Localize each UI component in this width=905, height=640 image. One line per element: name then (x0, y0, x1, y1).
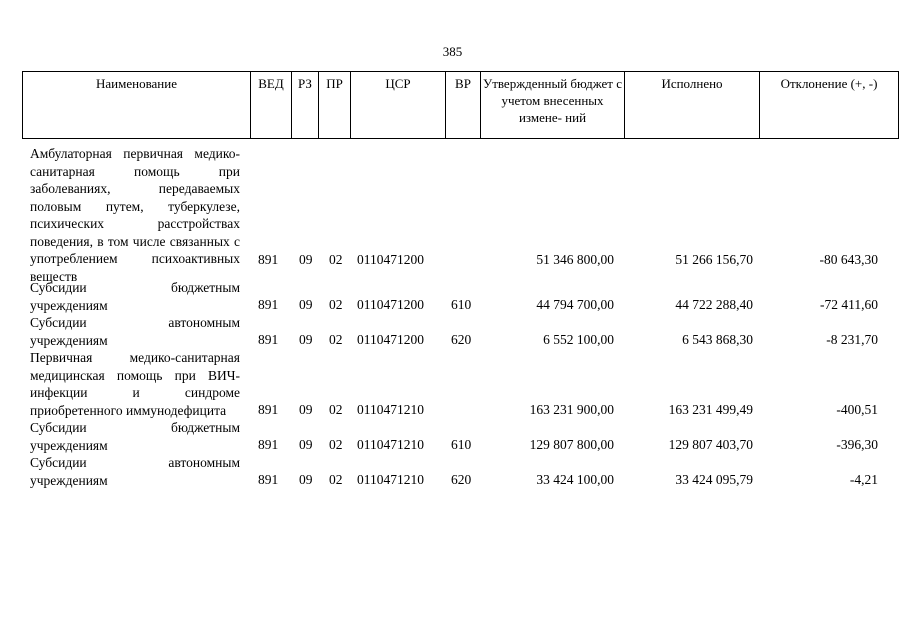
cell-vr: 620 (451, 332, 472, 347)
cell-deviation: -4,21 (849, 472, 878, 487)
cell-rz: 09 (299, 297, 313, 312)
table-row (0, 444, 905, 488)
cell-deviation: -8 231,70 (826, 332, 878, 347)
table-body (0, 145, 905, 488)
cell-done: 163 231 499,49 (668, 402, 753, 417)
cell-budget: 51 346 800,00 (536, 252, 614, 267)
row-name: Субсидии бюджетным учреждениям (30, 280, 240, 313)
cell-pr: 02 (329, 252, 343, 267)
header-pr: ПР (319, 72, 351, 139)
table-row (0, 145, 905, 284)
header-vr: ВР (446, 72, 481, 139)
table-row (0, 409, 905, 453)
header-budget: Утвержденный бюджет с учетом внесенных измене- ний (481, 72, 625, 139)
cell-ved: 891 (258, 437, 279, 452)
cell-rz: 09 (299, 332, 313, 347)
cell-budget: 6 552 100,00 (543, 332, 614, 347)
cell-pr: 02 (329, 437, 343, 452)
cell-ved: 891 (258, 472, 279, 487)
cell-csr: 0110471200 (357, 332, 424, 347)
cell-done: 33 424 095,79 (675, 472, 753, 487)
cell-budget: 44 794 700,00 (536, 297, 614, 312)
cell-pr: 02 (329, 332, 343, 347)
page-number: 385 (442, 44, 463, 59)
cell-done: 6 543 868,30 (682, 332, 753, 347)
cell-csr: 0110471210 (357, 402, 424, 417)
cell-pr: 02 (329, 402, 343, 417)
cell-budget: 33 424 100,00 (536, 472, 614, 487)
cell-csr: 0110471210 (357, 437, 424, 452)
cell-deviation: -72 411,60 (820, 297, 878, 312)
cell-csr: 0110471200 (357, 252, 424, 267)
header-ved: ВЕД (251, 72, 292, 139)
cell-done: 51 266 156,70 (675, 252, 753, 267)
header-name: Наименование (23, 72, 251, 139)
header-done: Исполнено (625, 72, 760, 139)
table-row (0, 339, 905, 418)
cell-ved: 891 (258, 332, 279, 347)
cell-vr: 620 (451, 472, 472, 487)
cell-done: 44 722 288,40 (675, 297, 753, 312)
row-name: Субсидии автономным учреждениям (30, 455, 240, 488)
cell-rz: 09 (299, 437, 313, 452)
cell-done: 129 807 403,70 (668, 437, 753, 452)
header-rz: РЗ (292, 72, 319, 139)
cell-ved: 891 (258, 252, 279, 267)
row-name: Амбулаторная первичная медико-санитарная помощь при заболеваниях, передаваемых половым путем, туберкулезе, психических расстройствах поведения, в том числе связанных с употреблением психоактивных веществ (30, 146, 240, 284)
row-name: Первичная медико-санитарная медицинская помощь при ВИЧ-инфекции и синдроме приобретенного иммунодефицита (30, 350, 240, 418)
cell-vr: 610 (451, 437, 472, 452)
cell-ved: 891 (258, 402, 279, 417)
cell-pr: 02 (329, 472, 343, 487)
cell-ved: 891 (258, 297, 279, 312)
header-deviation: Отклонение (+, -) (760, 72, 899, 139)
cell-deviation: -400,51 (836, 402, 878, 417)
cell-budget: 163 231 900,00 (529, 402, 614, 417)
cell-budget: 129 807 800,00 (529, 437, 614, 452)
table-row (0, 269, 905, 313)
cell-deviation: -396,30 (836, 437, 878, 452)
cell-vr: 610 (451, 297, 472, 312)
cell-rz: 09 (299, 472, 313, 487)
table-row (0, 304, 905, 348)
cell-deviation: -80 643,30 (819, 252, 878, 267)
cell-rz: 09 (299, 252, 313, 267)
cell-rz: 09 (299, 402, 313, 417)
cell-pr: 02 (329, 297, 343, 312)
cell-csr: 0110471210 (357, 472, 424, 487)
header-csr: ЦСР (351, 72, 446, 139)
row-name: Субсидии бюджетным учреждениям (30, 420, 240, 453)
cell-csr: 0110471200 (357, 297, 424, 312)
table-header (22, 71, 899, 139)
row-name: Субсидии автономным учреждениям (30, 315, 240, 348)
